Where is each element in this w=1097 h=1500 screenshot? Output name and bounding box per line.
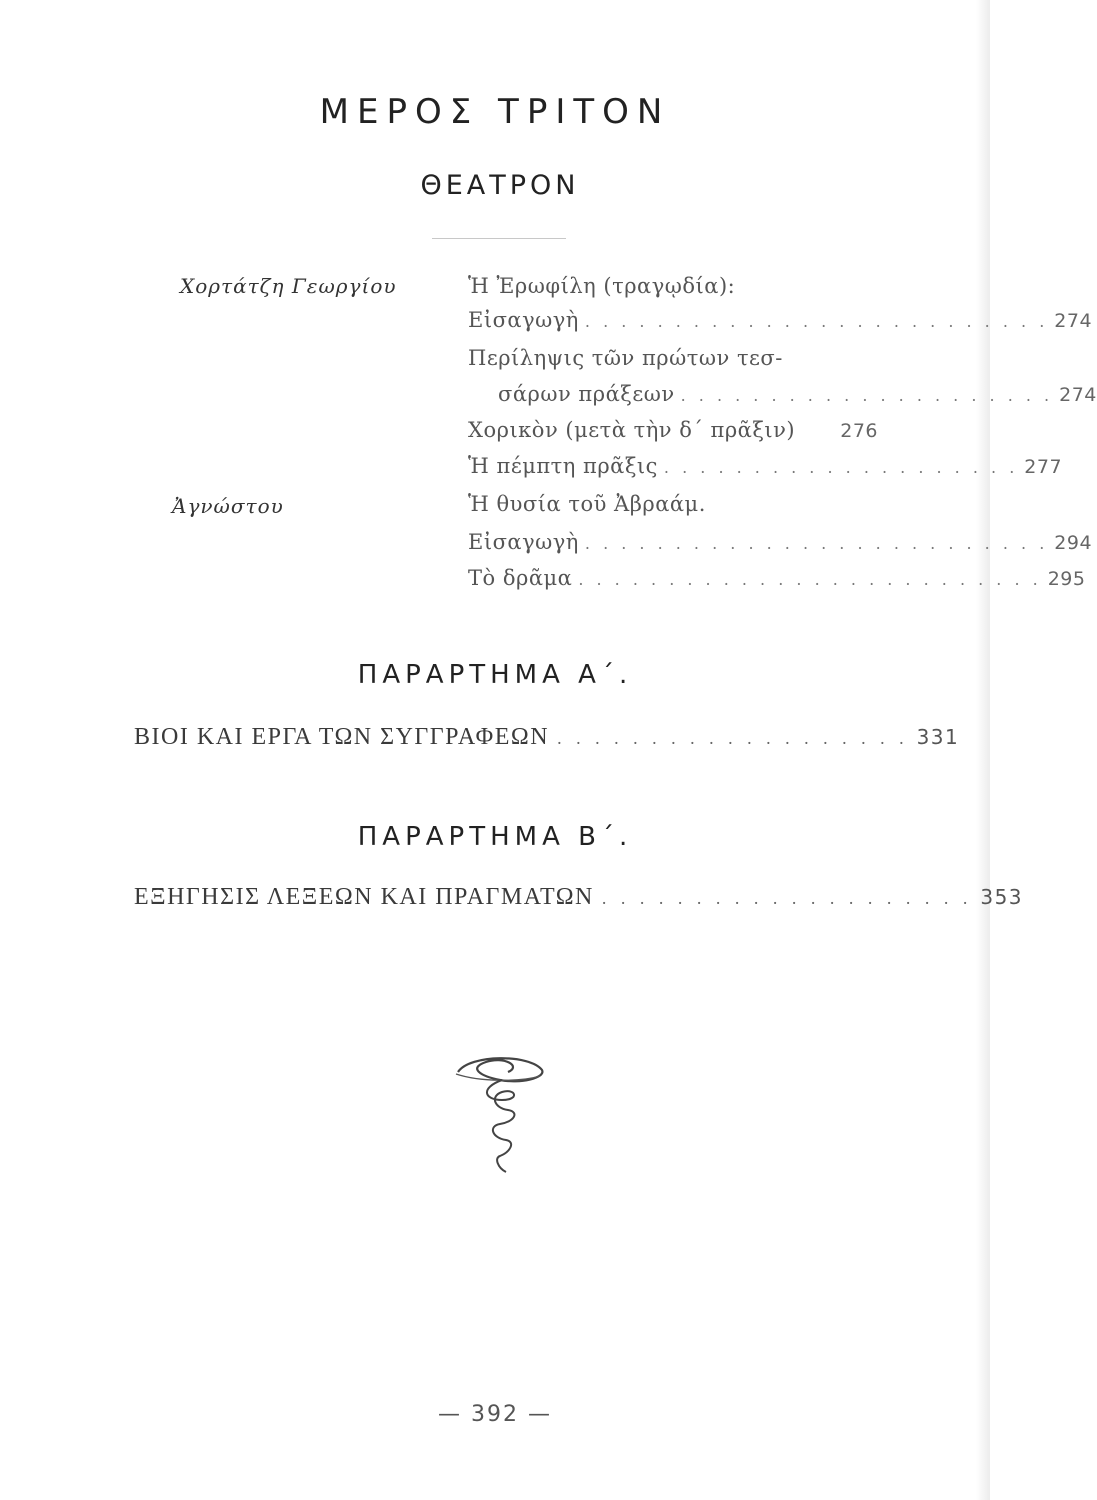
toc-entry-page: 276 [840,420,878,442]
author-name: Ἀγνώστου [172,494,284,518]
appendix-a-entry [134,724,960,751]
toc-entry-title: Χορικὸν (μετὰ τὴν δ΄ πρᾶξιν) [468,418,796,442]
title-divider [432,238,566,239]
appendix-a-title: ΠΑΡΑΡΤΗΜΑ Α΄. [357,660,633,690]
toc-entry [468,454,1063,484]
appendix-b-title: ΠΑΡΑΡΤΗΜΑ Β΄. [357,822,633,852]
work-title: Ἡ Ἐρωφίλη (τραγῳδία): [468,274,736,298]
toc-entry [468,418,878,448]
spiral-ornament-icon [450,1048,550,1178]
leader-dots: . . . . . . . . . . . . . . . . . . . . . . . . . . [584,534,1049,553]
toc-entry-title: σάρων πράξεων [498,382,675,406]
appendix-b-entry [134,884,1024,911]
appendix-a-entry-page: 331 [916,725,960,749]
toc-entry-title: Περίληψις τῶν πρώτων τεσ- [468,346,783,370]
toc-entry-title: Τὸ δρᾶμα [468,566,573,590]
part-title: ΜΕΡΟΣ ΤΡΙΤΟΝ [319,92,671,132]
author-name: Χορτάτζη Γεωργίου [180,274,397,298]
work-title: Ἡ θυσία τοῦ Ἀβραάμ. [468,492,706,516]
leader-dots: . . . . . . . . . . . . . . . . . . . . [601,888,973,908]
toc-entry [468,530,1093,560]
leader-dots: . . . . . . . . . . . . . . . . . . . . [663,458,1019,477]
toc-entry-page: 295 [1047,568,1086,590]
toc-entry-title: Εἰσαγωγὴ [468,530,579,554]
toc-entry-page: 277 [1024,456,1063,478]
section-title: ΘΕΑΤΡΟΝ [420,170,580,201]
toc-entry-page: 294 [1054,532,1093,554]
appendix-a-entry-title: ΒΙΟΙ ΚΑΙ ΕΡΓΑ ΤΩΝ ΣΥΓΓΡΑΦΕΩΝ [134,724,550,750]
toc-entry-page: 274 [1059,384,1097,406]
page-edge-shadow [976,0,990,1500]
toc-entry [498,382,1097,412]
leader-dots: . . . . . . . . . . . . . . . . . . . . . . . . . . [578,570,1042,589]
toc-entry-title: Ἡ πέμπτη πρᾶξις [468,454,658,478]
toc-entry [468,566,1086,596]
page-number: — 392 — [438,1402,552,1427]
leader-dots: . . . . . . . . . . . . . . . . . . . . . . . . . . [584,312,1049,331]
toc-entry-page: 274 [1054,310,1093,332]
appendix-b-entry-page: 353 [980,885,1024,909]
leader-dots: . . . . . . . . . . . . . . . . . . . [557,728,909,748]
toc-entry-title: Εἰσαγωγὴ [468,308,579,332]
appendix-b-entry-title: ΕΞΗΓΗΣΙΣ ΛΕΞΕΩΝ ΚΑΙ ΠΡΑΓΜΑΤΩΝ [134,884,594,910]
toc-entry [468,308,1093,338]
leader-dots: . . . . . . . . . . . . . . . . . . . . . [680,386,1054,405]
